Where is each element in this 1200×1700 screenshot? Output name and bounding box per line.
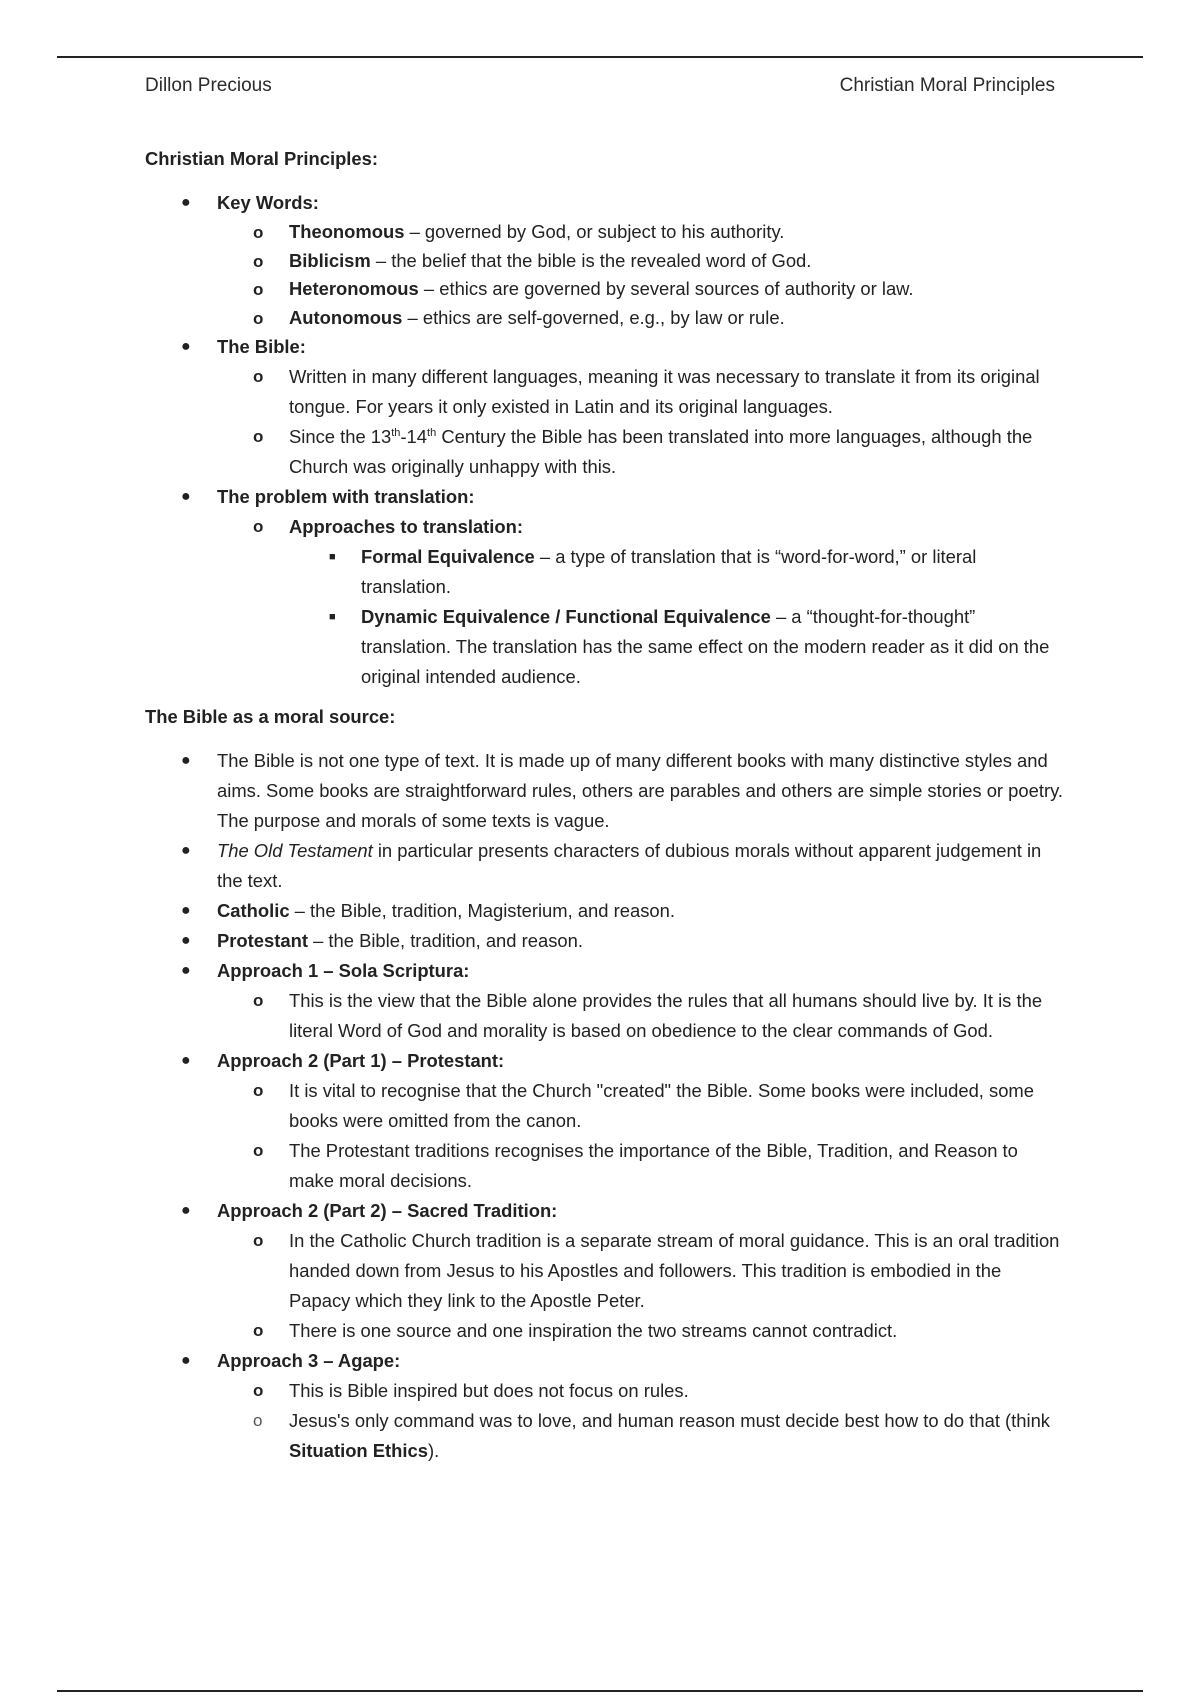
bullet-circle-icon: o [253,308,264,328]
bullet-square-icon: ■ [329,611,336,623]
approach-1-list [217,986,1065,1046]
translation-problem-heading: The problem with translation: [217,486,475,507]
key-word-term: Theonomous [289,221,405,242]
footer-rule [57,1690,1143,1692]
bullet-circle-icon: o [253,1381,264,1400]
approach-definition: – a “thought-for-thought” translation. The translation has the same effect on the modern reader as it did on the original intended audience. [361,606,1050,687]
approach-1-item [217,986,1065,1046]
old-testament-text: in particular presents characters of dubious morals without apparent judgement in the text. [217,840,1042,891]
key-word-item [217,247,1065,276]
approach-2-part-1-item [217,1136,1065,1196]
section1-list [145,188,1065,692]
approaches-list [289,542,1065,692]
bullet-disc-icon: ● [181,842,191,859]
approach-2-part-1-text: The Protestant traditions recognises the importance of the Bible, Tradition, and Reason to make moral decisions. [289,1140,1018,1191]
bullet-circle-icon: o [253,1231,264,1250]
catholic-definition: – the Bible, tradition, Magisterium, and reason. [289,900,675,921]
approach-item [289,602,1065,692]
bullet-disc-icon: ● [181,1202,191,1219]
key-words-list [217,218,1065,332]
bullet-circle-icon: o [253,517,264,536]
header-title: Christian Moral Principles [839,75,1055,96]
approach-3-item [217,1376,1065,1406]
bullet-circle-icon: o [253,223,264,242]
key-words-heading: Key Words: [217,192,319,213]
key-word-item [217,218,1065,247]
approach-2-part-2-text: There is one source and one inspiration the two streams cannot contradict. [289,1320,898,1341]
section2-list [145,746,1065,1466]
bullet-disc-icon: ● [181,194,191,211]
approach-3-list [217,1376,1065,1466]
key-word-term: Autonomous [289,306,403,328]
key-word-definition: – the belief that the bible is the revealed word of God. [370,249,812,271]
list-item-approach-2-part-1 [145,1046,1065,1196]
bullet-square-icon: ■ [329,551,336,563]
header-author: Dillon Precious [145,75,272,96]
key-word-term: Heteronomous [289,278,419,299]
bullet-disc-icon: ● [181,752,191,769]
approach-2-part-1-heading: Approach 2 (Part 1) – Protestant: [217,1050,505,1071]
approach-3-text: This is Bible inspired but does not focus on rules. [289,1380,689,1401]
key-word-item [217,275,1065,304]
the-bible-item [217,362,1065,422]
approach-3-item [217,1406,1065,1466]
bullet-circle-icon: o [253,251,264,271]
bullet-circle-icon: o [253,1141,264,1160]
bullet-disc-icon: ● [181,338,191,355]
approach-2-part-2-list [217,1226,1065,1346]
approach-1-heading: Approach 1 – Sola Scriptura: [217,960,470,981]
bullet-disc-icon: ● [181,932,191,949]
header-rule [57,56,1143,58]
the-bible-heading: The Bible: [217,336,306,357]
approach-2-part-1-list [217,1076,1065,1196]
bullet-disc-icon: ● [181,488,191,505]
catholic-term: Catholic [217,900,290,921]
ordinal-suffix: th [427,426,437,439]
approach-1-text: This is the view that the Bible alone provides the rules that all humans should live by. It is the literal Word of God and morality is based on obedience to the clear commands of God. [289,990,1043,1041]
key-word-definition: – ethics are governed by several sources of authority or law. [418,278,914,299]
bullet-circle-icon: o [253,1321,264,1340]
section-title-christian-moral-principles: Christian Moral Principles: [145,148,378,169]
bullet-disc-icon: ● [181,962,191,979]
translation-history-text-c: Century the Bible has been translated into more languages, although the Church was originally unhappy with this. [289,426,1033,477]
approach-definition: – a type of translation that is “word-for-word,” or literal translation. [361,546,977,597]
intro-text: The Bible is not one type of text. It is made up of many different books with many distinctive styles and aims. Some books are straightforward rules, others are parables and others are simple stories or poetry. The purpose and morals of some texts is vague. [217,750,1064,831]
approach-2-part-2-item [217,1226,1065,1316]
bullet-circle-icon: o [253,427,264,446]
bullet-circle-icon: o [253,280,264,299]
bullet-disc-icon: ● [181,902,191,919]
list-item-approach-1 [145,956,1065,1046]
ordinal-suffix: th [391,426,401,439]
bullet-disc-icon: ● [181,1052,191,1069]
list-item-old-testament [145,836,1065,896]
list-item-key-words [145,188,1065,332]
key-word-item [217,304,1065,333]
approach-3-heading: Approach 3 – Agape: [217,1350,401,1371]
approach-2-part-2-item [217,1316,1065,1346]
list-item-approach-3 [145,1346,1065,1466]
situation-ethics-term: Situation Ethics [289,1440,428,1461]
the-bible-item [217,422,1065,482]
key-word-term: Biblicism [289,249,371,271]
approach-term: Formal Equivalence [361,546,535,567]
old-testament-title: The Old Testament [217,840,373,861]
approach-item [289,542,1065,602]
section-title-bible-moral-source: The Bible as a moral source: [145,706,396,727]
protestant-definition: – the Bible, tradition, and reason. [307,930,583,951]
list-item-translation-problem [145,482,1065,692]
bullet-disc-icon: ● [181,1352,191,1369]
approach-3-text-c: ). [427,1440,440,1461]
list-item-approach-2-part-2 [145,1196,1065,1346]
protestant-term: Protestant [217,930,308,951]
approach-term: Dynamic Equivalence / Functional Equivalence [361,606,771,627]
bullet-circle-icon: o [253,1411,263,1430]
bullet-circle-icon: o [253,1081,264,1100]
list-item-the-bible [145,332,1065,482]
approach-3-text-a: Jesus's only command was to love, and human reason must decide best how to do that (think [289,1410,1051,1431]
approach-2-part-2-heading: Approach 2 (Part 2) – Sacred Tradition: [217,1200,558,1221]
approach-2-part-1-text: It is vital to recognise that the Church "created" the Bible. Some books were included, some books were omitted from the canon. [289,1080,1034,1131]
the-bible-item-text: Written in many different languages, meaning it was necessary to translate it from its original tongue. For years it only existed in Latin and its original languages. [289,366,1040,417]
list-item-intro [145,746,1065,836]
translation-history-text-a: Since the 13 [289,426,392,447]
document-body [145,144,1065,1466]
approaches-item [217,512,1065,692]
bullet-circle-icon: o [253,367,264,386]
translation-history-text-b: -14 [400,426,428,447]
approach-2-part-1-item [217,1076,1065,1136]
list-item-catholic [145,896,1065,926]
the-bible-list [217,362,1065,482]
approach-2-part-2-text: In the Catholic Church tradition is a separate stream of moral guidance. This is an oral tradition handed down from Jesus to his Apostles and followers. This tradition is embodied in the Papacy which they link to the Apostle Peter. [289,1230,1060,1311]
translation-list [217,512,1065,692]
list-item-protestant [145,926,1065,956]
approaches-heading: Approaches to translation: [289,516,523,537]
key-word-definition: – ethics are self-governed, e.g., by law or rule. [402,306,785,328]
bullet-circle-icon: o [253,991,264,1010]
key-word-definition: – governed by God, or subject to his authority. [404,221,785,242]
